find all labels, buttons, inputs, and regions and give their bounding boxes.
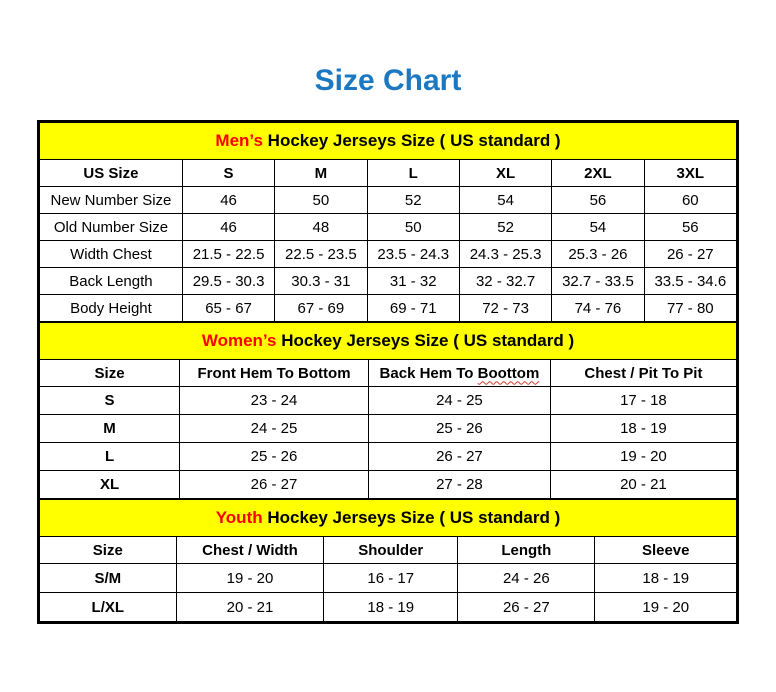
value-cell: 72 - 73: [459, 295, 551, 322]
value-cell: 23.5 - 24.3: [367, 241, 459, 268]
womens-header-cell: [368, 360, 550, 387]
back-hem-misspelled-word: Boottom: [477, 364, 540, 382]
value-cell: 19 - 20: [176, 564, 324, 593]
mens-header-cell: L: [367, 160, 459, 187]
value-cell: 24 - 25: [180, 415, 369, 443]
womens-size-table: [39, 322, 737, 499]
youth-highlight-word: Youth: [215, 508, 263, 527]
back-hem-label-prefix: Back Hem To: [379, 364, 478, 382]
value-cell: 18 - 19: [324, 593, 458, 622]
mens-header-cell: M: [275, 160, 367, 187]
womens-row-xl: [40, 471, 737, 499]
row-label: Old Number Size: [40, 214, 183, 241]
size-label: M: [40, 415, 180, 443]
value-cell: 54: [552, 214, 644, 241]
value-cell: 52: [367, 187, 459, 214]
mens-row-width-chest: [40, 241, 737, 268]
womens-header-row: [40, 360, 737, 387]
value-cell: 23 - 24: [180, 387, 369, 415]
mens-section-band: [40, 123, 737, 160]
page-title: Size Chart: [314, 64, 462, 97]
value-cell: 17 - 18: [550, 387, 736, 415]
value-cell: 27 - 28: [368, 471, 550, 499]
value-cell: 33.5 - 34.6: [644, 268, 736, 295]
value-cell: 32.7 - 33.5: [552, 268, 644, 295]
value-cell: 50: [275, 187, 367, 214]
value-cell: 32 - 32.7: [459, 268, 551, 295]
mens-row-new-number-size: [40, 187, 737, 214]
womens-header-cell: Size: [40, 360, 180, 387]
mens-row-back-length: [40, 268, 737, 295]
value-cell: 56: [552, 187, 644, 214]
value-cell: 24 - 25: [368, 387, 550, 415]
mens-size-table: [39, 122, 737, 322]
womens-section-band: [40, 323, 737, 360]
size-label: XL: [40, 471, 180, 499]
value-cell: 54: [459, 187, 551, 214]
mens-header-cell: S: [182, 160, 274, 187]
value-cell: 46: [182, 187, 274, 214]
size-label: S/M: [40, 564, 177, 593]
youth-header-cell: Shoulder: [324, 537, 458, 564]
value-cell: 24.3 - 25.3: [459, 241, 551, 268]
value-cell: 16 - 17: [324, 564, 458, 593]
value-cell: 65 - 67: [182, 295, 274, 322]
row-label: New Number Size: [40, 187, 183, 214]
value-cell: 19 - 20: [550, 443, 736, 471]
value-cell: 29.5 - 30.3: [182, 268, 274, 295]
womens-row-l: [40, 443, 737, 471]
youth-row-lxl: [40, 593, 737, 622]
womens-header-cell: Chest / Pit To Pit: [550, 360, 736, 387]
value-cell: 31 - 32: [367, 268, 459, 295]
mens-header-row: [40, 160, 737, 187]
youth-header-row: [40, 537, 737, 564]
value-cell: 69 - 71: [367, 295, 459, 322]
value-cell: 26 - 27: [458, 593, 595, 622]
womens-row-m: [40, 415, 737, 443]
row-label: Width Chest: [40, 241, 183, 268]
value-cell: 26 - 27: [368, 443, 550, 471]
value-cell: 24 - 26: [458, 564, 595, 593]
womens-row-s: [40, 387, 737, 415]
value-cell: 30.3 - 31: [275, 268, 367, 295]
youth-header-cell: Length: [458, 537, 595, 564]
value-cell: 26 - 27: [180, 471, 369, 499]
youth-section-title: [40, 500, 737, 537]
size-label: L: [40, 443, 180, 471]
value-cell: 48: [275, 214, 367, 241]
value-cell: 20 - 21: [550, 471, 736, 499]
youth-row-sm: [40, 564, 737, 593]
mens-row-body-height: [40, 295, 737, 322]
value-cell: 50: [367, 214, 459, 241]
value-cell: 20 - 21: [176, 593, 324, 622]
value-cell: 74 - 76: [552, 295, 644, 322]
value-cell: 25 - 26: [368, 415, 550, 443]
value-cell: 60: [644, 187, 736, 214]
mens-section-title: [40, 123, 737, 160]
size-label: L/XL: [40, 593, 177, 622]
value-cell: 77 - 80: [644, 295, 736, 322]
value-cell: 67 - 69: [275, 295, 367, 322]
value-cell: 18 - 19: [550, 415, 736, 443]
youth-header-cell: Size: [40, 537, 177, 564]
row-label: Back Length: [40, 268, 183, 295]
size-chart-tables: [37, 120, 739, 624]
value-cell: 19 - 20: [595, 593, 737, 622]
youth-header-cell: Sleeve: [595, 537, 737, 564]
value-cell: 46: [182, 214, 274, 241]
mens-highlight-word: Men’s: [215, 131, 263, 150]
womens-header-cell: Front Hem To Bottom: [180, 360, 369, 387]
youth-section-band: [40, 500, 737, 537]
mens-header-cell: 2XL: [552, 160, 644, 187]
mens-header-cell: US Size: [40, 160, 183, 187]
mens-header-cell: XL: [459, 160, 551, 187]
youth-size-table: [39, 499, 737, 622]
youth-band-rest: Hockey Jerseys Size ( US standard ): [262, 508, 561, 527]
value-cell: 25.3 - 26: [552, 241, 644, 268]
mens-band-rest: Hockey Jerseys Size ( US standard ): [262, 131, 561, 150]
value-cell: 18 - 19: [595, 564, 737, 593]
mens-header-cell: 3XL: [644, 160, 736, 187]
womens-highlight-word: Women’s: [201, 331, 277, 350]
value-cell: 22.5 - 23.5: [275, 241, 367, 268]
youth-header-cell: Chest / Width: [176, 537, 324, 564]
value-cell: 56: [644, 214, 736, 241]
row-label: Body Height: [40, 295, 183, 322]
value-cell: 21.5 - 22.5: [182, 241, 274, 268]
value-cell: 26 - 27: [644, 241, 736, 268]
value-cell: 52: [459, 214, 551, 241]
mens-row-old-number-size: [40, 214, 737, 241]
size-label: S: [40, 387, 180, 415]
womens-section-title: [40, 323, 737, 360]
womens-band-rest: Hockey Jerseys Size ( US standard ): [276, 331, 575, 350]
value-cell: 25 - 26: [180, 443, 369, 471]
